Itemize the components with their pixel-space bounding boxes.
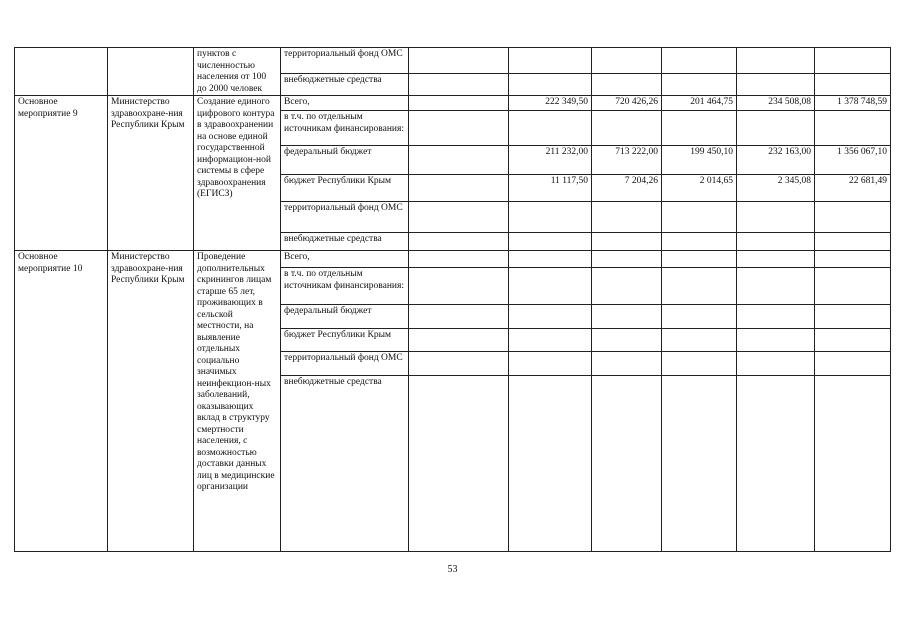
value-cell: 22 681,49	[815, 175, 891, 202]
source-cell: внебюджетные средства	[281, 233, 409, 251]
source-cell: в т.ч. по отдельным источникам финансирования:	[281, 268, 409, 305]
source-cell: Всего,	[281, 251, 409, 268]
source-cell: внебюджетные средства	[281, 73, 409, 95]
event-label-cell: Основное мероприятие 10	[15, 251, 108, 552]
source-cell: бюджет Республики Крым	[281, 175, 409, 202]
table-row	[15, 48, 891, 74]
table-row	[15, 96, 891, 111]
table-row	[15, 251, 891, 268]
source-cell: территориальный фонд ОМС	[281, 48, 409, 74]
value-cell: 1 378 748,59	[815, 96, 891, 111]
event-label-cell: Основное мероприятие 9	[15, 96, 108, 251]
source-cell: бюджет Республики Крым	[281, 329, 409, 352]
executor-cell: Министерство здравоохране-ния Республики Крым	[108, 251, 194, 552]
source-cell: территориальный фонд ОМС	[281, 202, 409, 233]
value-cell: 222 349,50	[509, 96, 592, 111]
source-cell: внебюджетные средства	[281, 376, 409, 552]
value-cell: 199 450,10	[662, 146, 737, 175]
value-cell: 232 163,00	[737, 146, 815, 175]
event-name-cell: пунктов с численностью населения от 100 до 2000 человек	[194, 48, 281, 96]
event-name-cell: Проведение дополнительных скринингов лицам старше 65 лет, проживающих в сельской местности, на выявление отдельных социально значимых неинфекцион-ных заболеваний, оказывающих вклад в структуру смертности населения, с возможностью доставки данных лиц в медицинские организации	[194, 251, 281, 552]
event-name-cell: Создание единого цифрового контура в здравоохранении на основе единой государственной информацион-ной системы в сфере здравоохранения (ЕГИСЗ)	[194, 96, 281, 251]
value-cell: 2 345,08	[737, 175, 815, 202]
source-cell: в т.ч. по отдельным источникам финансирования:	[281, 111, 409, 146]
value-cell: 713 222,00	[592, 146, 662, 175]
value-cell: 7 204,26	[592, 175, 662, 202]
event-label-cell	[15, 48, 108, 96]
value-cell: 2 014,65	[662, 175, 737, 202]
value-cell: 11 117,50	[509, 175, 592, 202]
budget-table	[14, 47, 891, 552]
source-cell: федеральный бюджет	[281, 146, 409, 175]
source-cell: федеральный бюджет	[281, 305, 409, 329]
value-cell: 201 464,75	[662, 96, 737, 111]
value-cell: 720 426,26	[592, 96, 662, 111]
source-cell: Всего,	[281, 96, 409, 111]
value-cell: 234 508,08	[737, 96, 815, 111]
source-cell: территориальный фонд ОМС	[281, 352, 409, 376]
value-cell: 1 356 067,10	[815, 146, 891, 175]
executor-cell: Министерство здравоохране-ния Республики Крым	[108, 96, 194, 251]
value-cell: 211 232,00	[509, 146, 592, 175]
page-number: 53	[447, 564, 458, 575]
executor-cell	[108, 48, 194, 96]
